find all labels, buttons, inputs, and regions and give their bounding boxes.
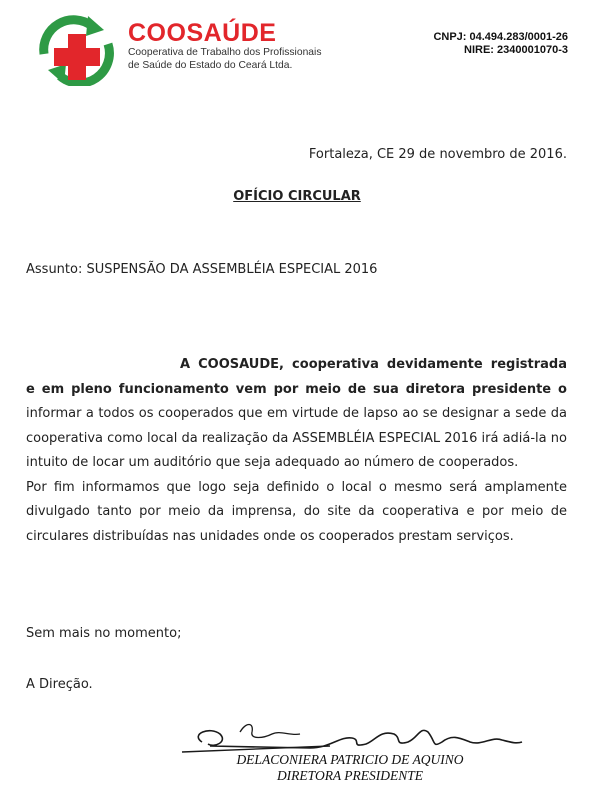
signatory-block [200, 752, 500, 784]
brand-name: COOSAÚDE [128, 19, 277, 47]
letter-title: OFÍCIO CIRCULAR [233, 189, 361, 204]
bold-line-1: A COOSAUDE, cooperativa devidamente registrada [180, 357, 567, 372]
brand-block [128, 20, 321, 72]
letter-subject: Assunto: SUSPENSÃO DA ASSEMBLÉIA ESPECIAL 2016 [26, 262, 378, 277]
nire-text: NIRE: 2340001070-3 [464, 44, 568, 56]
letter-body [26, 353, 567, 549]
sign-off: A Direção. [26, 677, 93, 692]
letter-date: Fortaleza, CE 29 de novembro de 2016. [308, 147, 567, 162]
closing-line: Sem mais no momento; [26, 626, 182, 641]
signatory-role: DIRETORA PRESIDENTE [276, 768, 424, 783]
body-paragraph-1: informar a todos os cooperados que em virtude de lapso ao se designar a sede da cooperativa como local da realização da ASSEMBLÉIA ESPECIAL 2016 irá adiá-la no intuito de locar um auditório que seja adequado ao número de cooperados. [26, 406, 567, 470]
brand-subtitle-line-2: de Saúde do Estado do Ceará Ltda. [128, 60, 293, 71]
brand-subtitle-line-1: Cooperativa de Trabalho dos Profissionais [128, 47, 322, 58]
logo-icon [34, 14, 120, 86]
registration-info [433, 31, 568, 57]
cnpj-text: CNPJ: 04.494.283/0001-26 [433, 31, 568, 43]
coosaude-logo [34, 14, 120, 86]
signatory-name: DELACONIERA PATRICIO DE AQUINO [236, 752, 464, 767]
body-paragraph-2: Por fim informamos que logo seja definido o local o mesmo será amplamente divulgado tanto por meio da imprensa, do site da cooperativa e por meio de circulares distribuídas nas unidades onde os cooperados prestam serviços. [26, 479, 567, 544]
bold-line-2: e em pleno funcionamento vem por meio de sua diretora presidente o [26, 381, 567, 397]
